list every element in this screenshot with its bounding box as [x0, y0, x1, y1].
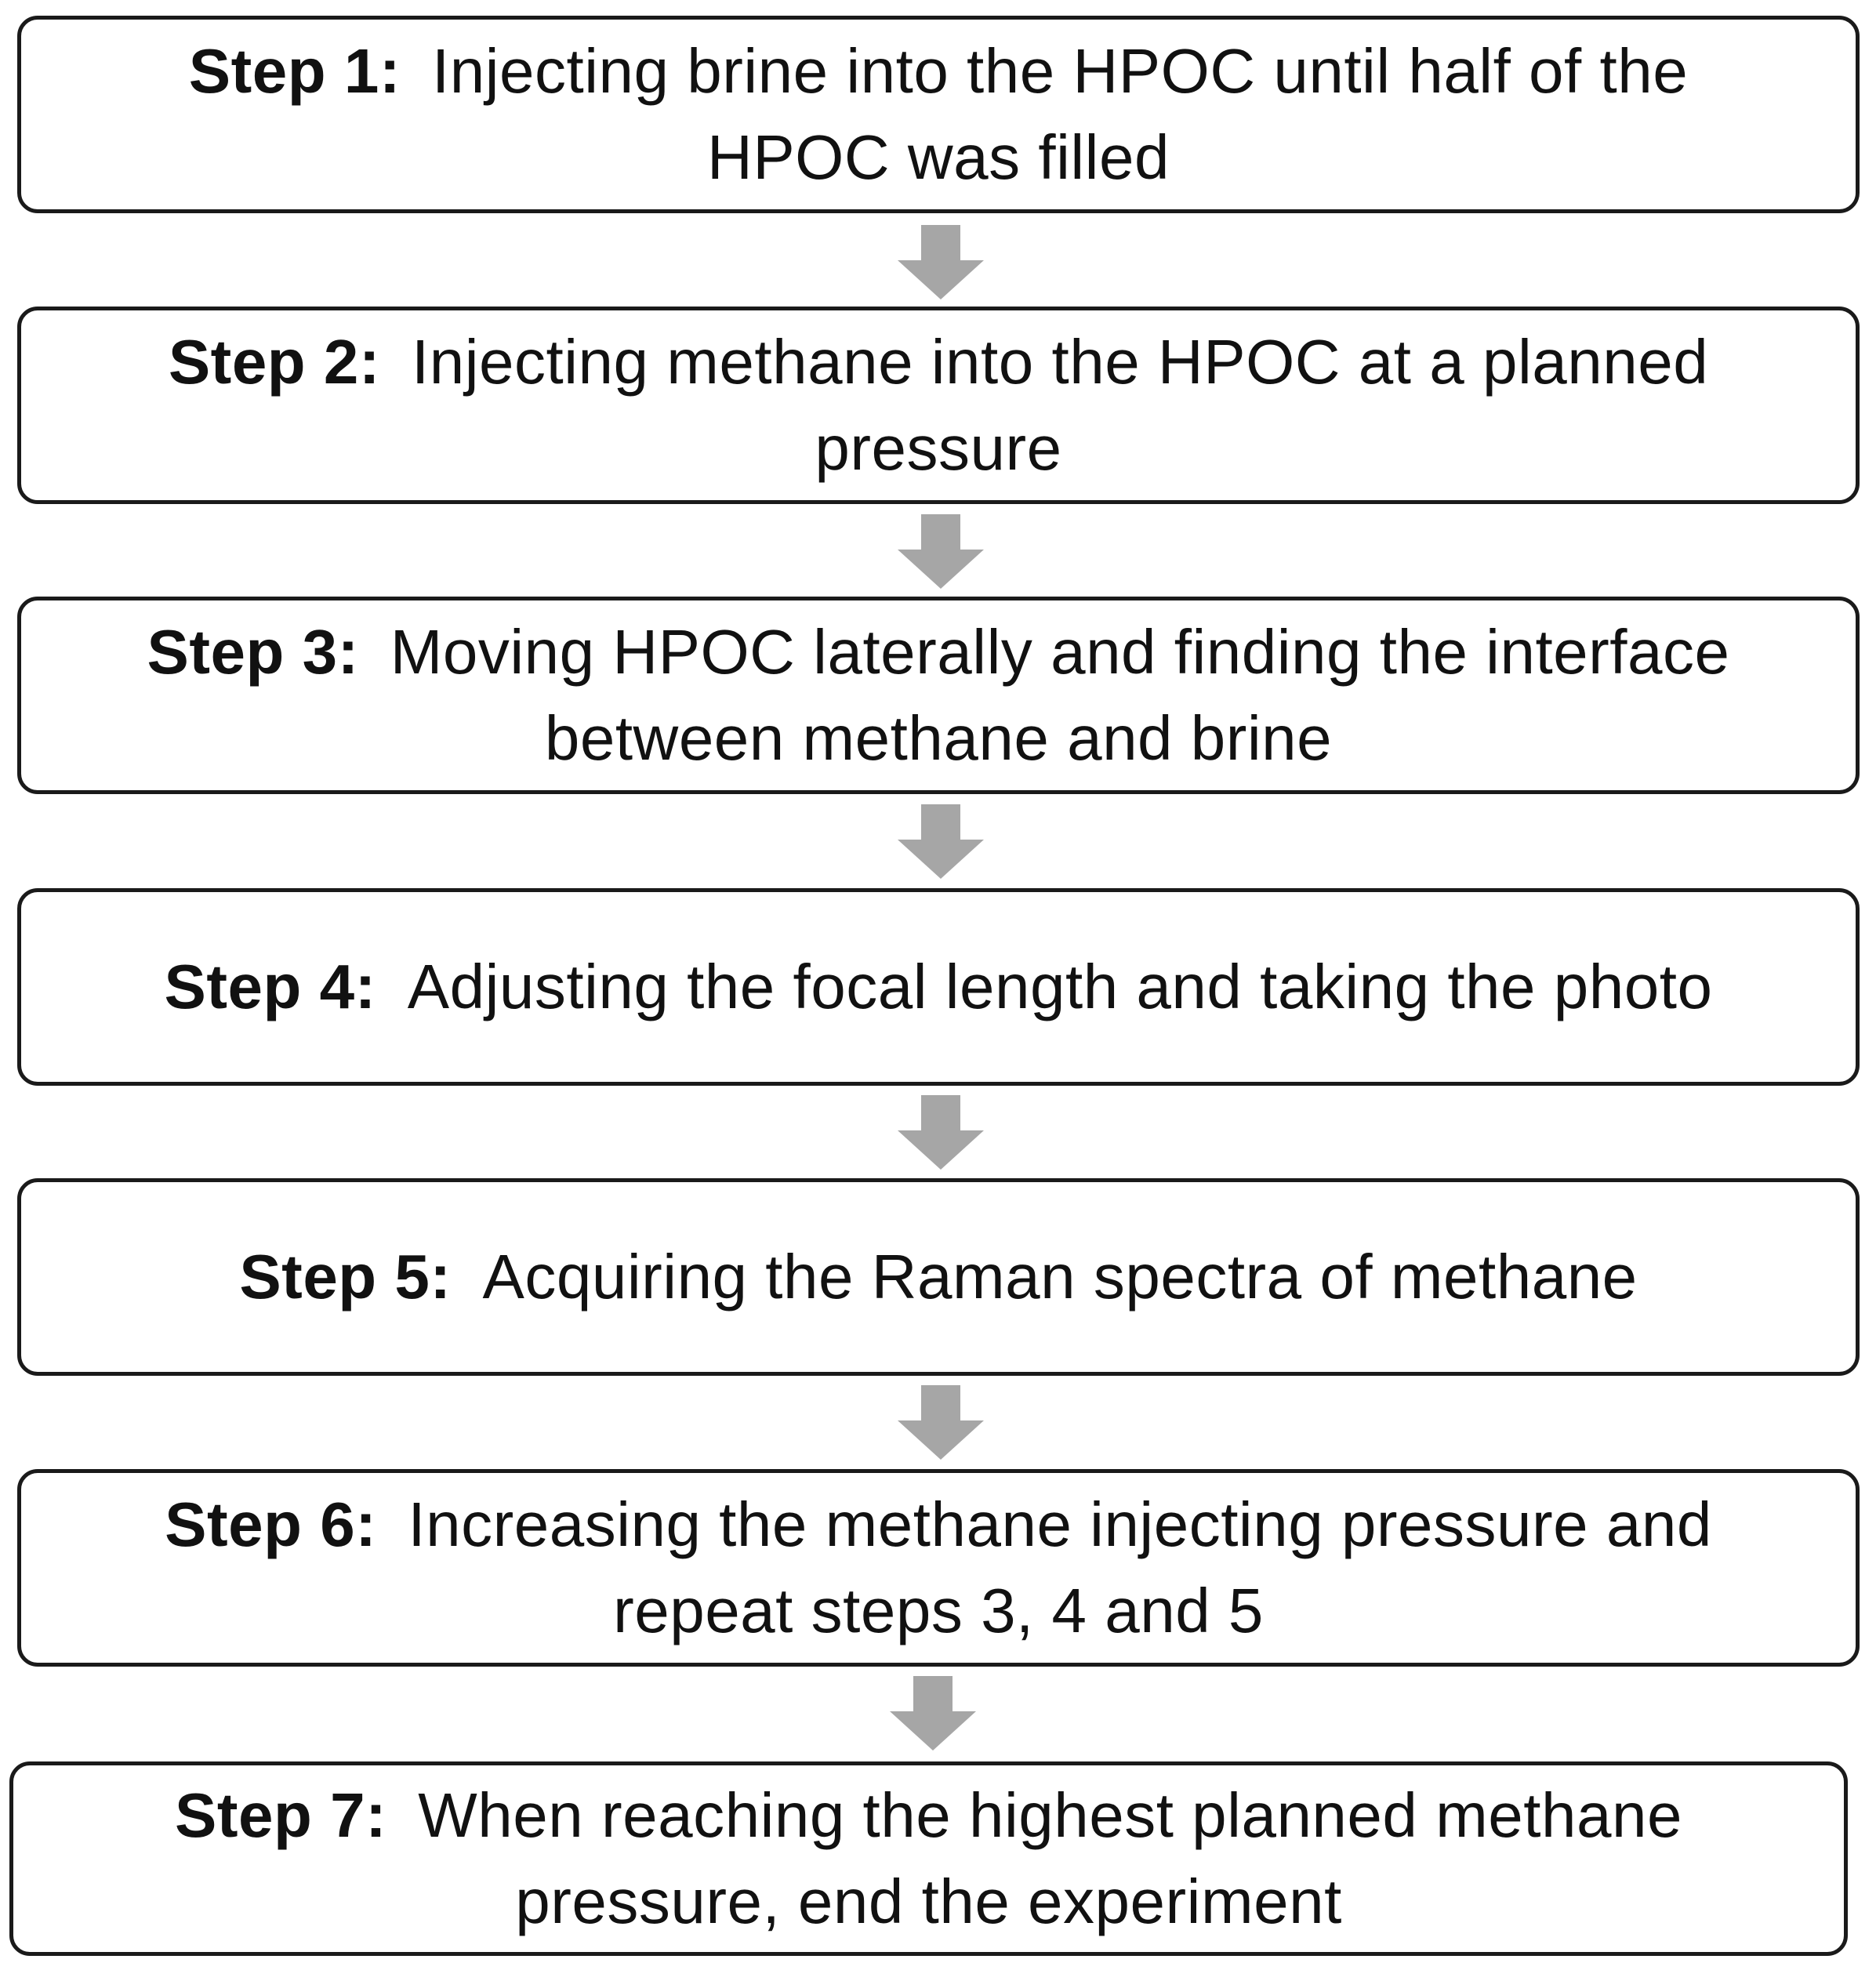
step-7-box [9, 1761, 1848, 1956]
step-4-label: Step 4 [164, 952, 355, 1021]
step-7-content [98, 1772, 1760, 1945]
step-3-label: Step 3 [147, 617, 338, 687]
step-6-text: Increasing the methane injecting pressure and repeat steps 3, 4 and 5 [408, 1489, 1712, 1645]
step-6-separator: : [355, 1489, 377, 1559]
step-3-separator: : [337, 617, 359, 687]
step-6-box [17, 1469, 1860, 1667]
step-4-text: Adjusting the focal length and taking the photo [407, 952, 1713, 1021]
step-4-separator: : [354, 952, 376, 1021]
down-arrow-icon [898, 514, 984, 589]
step-6-label: Step 6 [165, 1489, 356, 1559]
step-2-content [123, 319, 1754, 492]
step-3-box [17, 597, 1860, 794]
step-3-content [76, 609, 1801, 782]
step-3-text: Moving HPOC laterally and finding the interface between methane and brine [390, 617, 1730, 773]
step-4-content [76, 944, 1801, 1030]
down-arrow-icon [898, 1385, 984, 1460]
step-2-label: Step 2 [168, 327, 359, 397]
step-5-text: Acquiring the Raman spectra of methane [482, 1242, 1638, 1312]
down-arrow-icon [898, 804, 984, 879]
step-5-separator: : [430, 1242, 452, 1312]
step-1-separator: : [379, 36, 401, 106]
step-1-label: Step 1 [188, 36, 379, 106]
step-5-box [17, 1178, 1860, 1376]
step-2-box [17, 307, 1860, 504]
step-2-separator: : [358, 327, 381, 397]
down-arrow-icon [890, 1676, 976, 1751]
step-1-content [123, 28, 1754, 201]
step-5-label: Step 5 [239, 1242, 430, 1312]
step-7-label: Step 7 [175, 1780, 366, 1850]
down-arrow-icon [898, 225, 984, 299]
step-6-content [96, 1482, 1781, 1654]
step-4-box [17, 888, 1860, 1086]
step-7-separator: : [365, 1780, 387, 1850]
step-5-content [76, 1234, 1801, 1320]
step-1-text: Injecting brine into the HPOC until half of the HPOC was filled [432, 36, 1689, 192]
step-1-box [17, 16, 1860, 213]
down-arrow-icon [898, 1095, 984, 1170]
step-2-text: Injecting methane into the HPOC at a planned pressure [412, 327, 1709, 483]
step-7-text: When reaching the highest planned methane pressure, end the experiment [418, 1780, 1682, 1936]
